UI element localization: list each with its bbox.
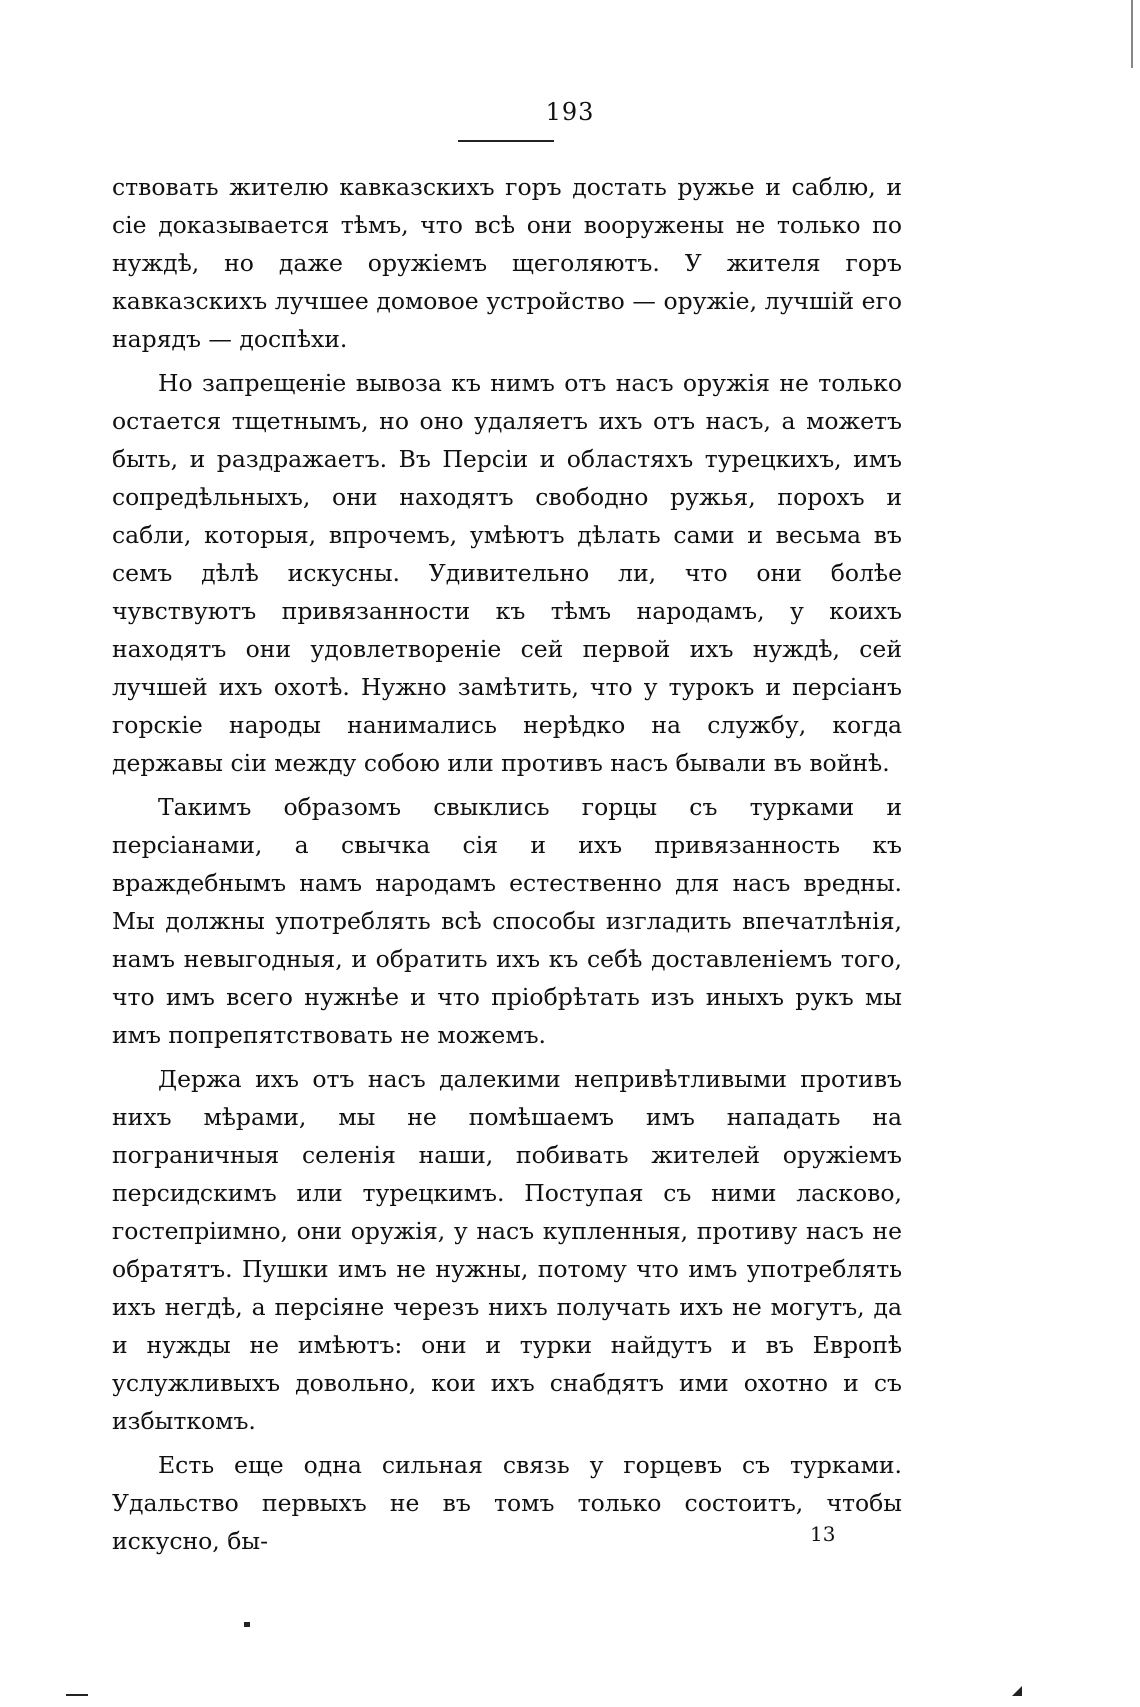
body-text <box>112 168 902 1566</box>
scan-speck <box>66 1694 88 1696</box>
scan-edge-line <box>1131 0 1133 68</box>
paragraph-1: ствовать жителю кавказскихъ горъ достать ружье и саблю, и сіе доказывается тѣмъ, что всѣ они вооружены не только по нуждѣ, но даже оружіемъ щеголяютъ. У жителя горъ кавказскихъ лучшее домовое устройство — оружіе, лучшій его нарядъ — доспѣхи. <box>112 173 902 353</box>
paragraph-3: Такимъ образомъ свыклись горцы съ турками и персіанами, а свычка сія и ихъ привязанность къ враждебнымъ намъ народамъ естественно для насъ вредны. Мы должны употреблять всѣ способы изгладить впечатлѣнія, намъ невыгодныя, и обратить ихъ къ себѣ доставленіемъ того, что имъ всего нужнѣе и что пріобрѣтать изъ иныхъ рукъ мы имъ попрепятствовать не можемъ. <box>112 793 902 1049</box>
scan-speck <box>1012 1686 1022 1696</box>
scan-speck <box>244 1622 250 1627</box>
header-rule <box>458 140 554 142</box>
paragraph-4: Держа ихъ отъ насъ далекими непривѣтливыми противъ нихъ мѣрами, мы не помѣшаемъ имъ нападать на пограничныя селенія наши, побивать жителей оружіемъ персидскимъ или турецкимъ. Поступая съ ними ласково, гостепріимно, они оружія, у насъ купленныя, противу насъ не обратятъ. Пушки имъ не нужны, потому что имъ употреблять ихъ негдѣ, а персіяне черезъ нихъ получать ихъ не могутъ, да и нужды не имѣютъ: они и турки найдутъ и въ Европѣ услужливыхъ довольно, кои ихъ снабдятъ ими охотно и съ избыткомъ. <box>112 1065 902 1435</box>
paragraph-5: Есть еще одна сильная связь у горцевъ съ турками. Удальство первыхъ не въ томъ только состоитъ, чтобы искусно, бы- <box>112 1451 902 1555</box>
paragraph-2: Но запрещеніе вывоза къ нимъ отъ насъ оружія не только остается тщетнымъ, но оно удаляетъ ихъ отъ насъ, а можетъ быть, и раздражаетъ. Въ Персіи и областяхъ турецкихъ, имъ сопредѣльныхъ, они находятъ свободно ружья, порохъ и сабли, которыя, впрочемъ, умѣютъ дѣлать сами и весьма въ семъ дѣлѣ искусны. Удивительно ли, что они болѣе чувствуютъ привязанности къ тѣмъ народамъ, у коихъ находятъ они удовлетвореніе сей первой ихъ нуждѣ, сей лучшей ихъ охотѣ. Нужно замѣтить, что у турокъ и персіанъ горскіе народы нанимались нерѣдко на службу, когда державы сіи между собою или противъ насъ бывали въ войнѣ. <box>112 369 902 777</box>
page-number: 193 <box>545 98 595 126</box>
signature-mark: 13 <box>810 1522 836 1546</box>
